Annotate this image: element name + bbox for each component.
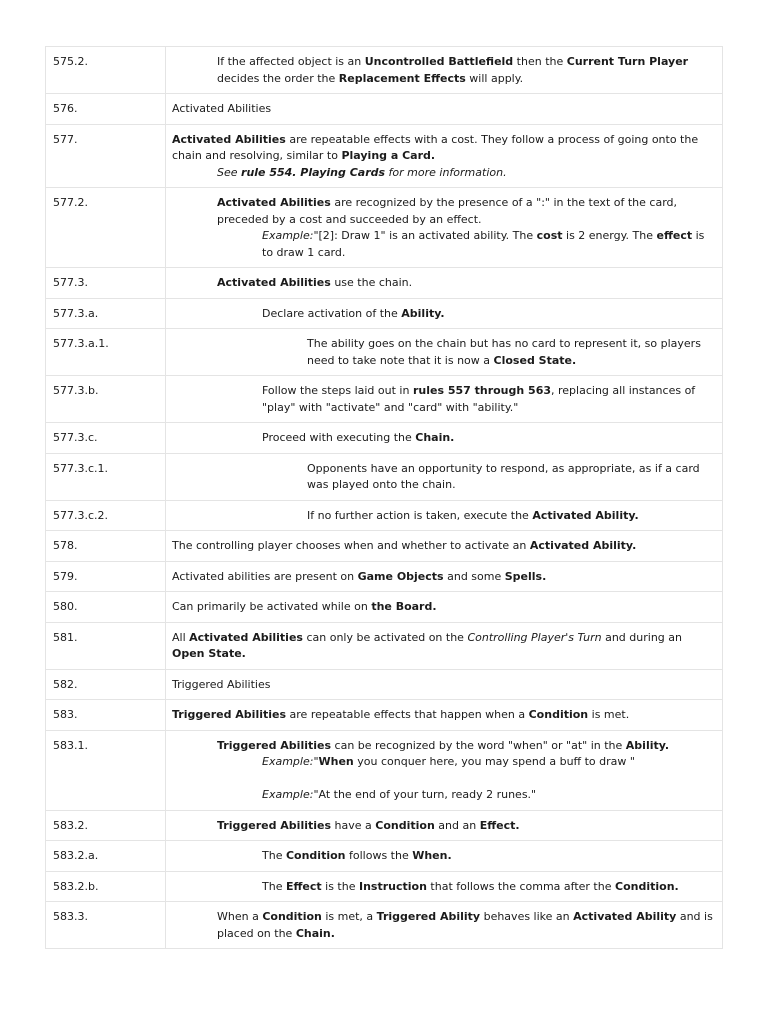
rule-text-block bbox=[172, 54, 714, 87]
bold-term: Closed State. bbox=[493, 353, 577, 367]
rule-text-span: "At the end of your turn, ready 2 runes." bbox=[313, 788, 537, 801]
bold-term: Activated Abilities bbox=[217, 196, 331, 209]
rule-text-block bbox=[172, 909, 714, 942]
rule-number: 577.3.c.2. bbox=[46, 500, 166, 531]
bold-term: Condition. bbox=[615, 879, 679, 893]
rule-subnote bbox=[217, 787, 714, 804]
bold-term: the Board. bbox=[371, 600, 437, 613]
rule-paragraph bbox=[172, 599, 714, 616]
rule-number: 577. bbox=[46, 124, 166, 188]
rule-text-block bbox=[172, 738, 714, 804]
rule-text-span: is met, a bbox=[321, 910, 377, 923]
rule-text-block bbox=[172, 538, 714, 555]
rule-paragraph bbox=[307, 508, 714, 525]
rule-text-span: will apply. bbox=[465, 71, 524, 85]
rule-text-span: is to draw 1 card. bbox=[262, 229, 705, 259]
italic-text: Example: bbox=[262, 788, 314, 801]
rule-text-span: is the bbox=[321, 879, 359, 893]
rule-text bbox=[166, 730, 723, 810]
rule-text bbox=[166, 592, 723, 623]
bold-term: Activated Ability. bbox=[532, 508, 639, 522]
emphasis-wrapper bbox=[241, 166, 385, 179]
rule-text-span: If the affected object is an bbox=[217, 55, 365, 68]
rule-paragraph bbox=[217, 909, 714, 942]
rule-text-span: Opponents have an opportunity to respond, as appropriate, as if a card was played onto the chain. bbox=[307, 461, 700, 491]
rule-text-block bbox=[172, 677, 714, 694]
rule-row bbox=[46, 188, 723, 268]
rule-text bbox=[166, 902, 723, 949]
rule-number: 578. bbox=[46, 531, 166, 562]
rule-text bbox=[166, 376, 723, 423]
rule-text-span: The bbox=[262, 879, 286, 893]
rule-row bbox=[46, 298, 723, 329]
rule-text-span: Activated abilities are present on bbox=[172, 569, 358, 583]
rule-row bbox=[46, 561, 723, 592]
bold-term: Condition bbox=[262, 910, 322, 923]
bold-term: Uncontrolled Battlefield bbox=[364, 55, 514, 68]
rule-text-block bbox=[172, 599, 714, 616]
rule-text-span: have a bbox=[331, 818, 376, 832]
rule-paragraph bbox=[172, 707, 714, 724]
rule-paragraph bbox=[172, 538, 714, 555]
rule-number: 582. bbox=[46, 669, 166, 700]
rule-paragraph bbox=[172, 677, 714, 694]
rule-text-span: Can primarily be activated while on bbox=[172, 600, 372, 613]
rule-text-span: Proceed with executing the bbox=[262, 431, 416, 444]
bold-term: Triggered Ability bbox=[376, 910, 481, 923]
rule-text bbox=[166, 124, 723, 188]
rule-text bbox=[166, 268, 723, 299]
italic-text: Example: bbox=[262, 755, 314, 768]
rule-number: 577.3.b. bbox=[46, 376, 166, 423]
rule-number: 577.3.c.1. bbox=[46, 453, 166, 500]
bold-term: Replacement Effects bbox=[338, 71, 466, 85]
rule-number: 577.3.c. bbox=[46, 423, 166, 454]
rule-text bbox=[166, 669, 723, 700]
rule-row bbox=[46, 871, 723, 902]
rule-text bbox=[166, 622, 723, 669]
rule-paragraph bbox=[172, 569, 714, 586]
rule-number: 583.2. bbox=[46, 810, 166, 841]
rule-text-span: is 2 energy. The bbox=[562, 229, 657, 242]
bold-term: Activated Abilities bbox=[172, 132, 286, 146]
rule-text-span: then the bbox=[513, 55, 567, 68]
bold-term: Spells. bbox=[504, 569, 547, 583]
rule-text-block bbox=[172, 630, 714, 663]
rule-text-span: are recognized by the presence of a ":" in the text of the card, preceded by a cost and succeeded by an effect. bbox=[217, 196, 678, 226]
rule-paragraph bbox=[307, 336, 714, 369]
rule-text-block bbox=[172, 101, 714, 118]
bold-term: Condition bbox=[375, 818, 435, 832]
rule-number: 583.1. bbox=[46, 730, 166, 810]
blank-line bbox=[217, 771, 714, 788]
bold-term: Chain. bbox=[295, 926, 335, 940]
bold-term: cost bbox=[536, 229, 563, 242]
bold-term: Triggered Abilities bbox=[217, 738, 332, 752]
rule-text-block bbox=[172, 848, 714, 865]
rule-text bbox=[166, 453, 723, 500]
bold-term: Activated Abilities bbox=[217, 276, 331, 289]
rule-text-block bbox=[172, 195, 714, 261]
rule-row bbox=[46, 531, 723, 562]
rule-text-span: The controlling player chooses when and whether to activate an bbox=[172, 539, 530, 552]
rule-text-span: Activated Abilities bbox=[172, 102, 272, 115]
italic-text: See bbox=[217, 165, 242, 179]
bold-term: Activated Ability. bbox=[529, 539, 637, 552]
rule-text bbox=[166, 841, 723, 872]
bold-term: Condition bbox=[528, 708, 589, 721]
rule-row bbox=[46, 423, 723, 454]
rule-text bbox=[166, 329, 723, 376]
rule-row bbox=[46, 329, 723, 376]
rule-text-span: "[2]: Draw 1" is an activated ability. The bbox=[313, 229, 537, 242]
rule-text-span: behaves like an bbox=[480, 910, 574, 923]
rule-subnote bbox=[217, 754, 714, 771]
italic-text: for more information. bbox=[385, 165, 507, 179]
bold-term: Triggered Abilities bbox=[172, 708, 287, 721]
rule-text-span: , replacing all instances of "play" with "activate" and "card" with "ability." bbox=[262, 384, 696, 414]
bold-term: When bbox=[318, 755, 354, 768]
rule-text bbox=[166, 531, 723, 562]
bold-term: Game Objects bbox=[357, 569, 444, 583]
rule-number: 577.3.a. bbox=[46, 298, 166, 329]
rule-number: 583. bbox=[46, 700, 166, 731]
bold-term: Condition bbox=[285, 849, 346, 862]
rule-text-block bbox=[172, 818, 714, 835]
rule-text-span: follows the bbox=[345, 849, 413, 862]
rule-text-span: and during an bbox=[601, 630, 682, 644]
rule-text-span: All bbox=[172, 630, 190, 644]
bold-term: Chain. bbox=[415, 431, 455, 444]
rule-text-span: If no further action is taken, execute the bbox=[307, 508, 533, 522]
rule-text-span: When a bbox=[217, 910, 263, 923]
rule-text-block bbox=[172, 707, 714, 724]
rule-paragraph bbox=[217, 818, 714, 835]
rule-text bbox=[166, 423, 723, 454]
rule-paragraph bbox=[217, 195, 714, 228]
rule-row bbox=[46, 47, 723, 94]
rule-row bbox=[46, 902, 723, 949]
rule-text bbox=[166, 700, 723, 731]
rule-text-block bbox=[172, 306, 714, 323]
rule-paragraph bbox=[262, 383, 714, 416]
rule-subnote bbox=[217, 228, 714, 261]
rule-number: 575.2. bbox=[46, 47, 166, 94]
rule-text-span: Triggered Abilities bbox=[172, 677, 271, 691]
rule-row bbox=[46, 268, 723, 299]
rule-number: 576. bbox=[46, 94, 166, 125]
rule-text-span: can be recognized by the word "when" or "at" in the bbox=[331, 738, 626, 752]
bold-term: Triggered Abilities bbox=[217, 818, 332, 832]
rule-paragraph bbox=[307, 461, 714, 494]
rule-text-block bbox=[172, 132, 714, 182]
rule-text-span: that follows the comma after the bbox=[426, 879, 615, 893]
rule-paragraph bbox=[262, 848, 714, 865]
rule-text-span: and an bbox=[434, 818, 480, 832]
rules-table bbox=[45, 46, 723, 949]
rule-paragraph bbox=[172, 101, 714, 118]
rule-text-span: The ability goes on the chain but has no card to represent it, so players need to take note that it is now a bbox=[307, 337, 701, 367]
bold-term: Effect. bbox=[479, 818, 520, 832]
rule-number: 577.2. bbox=[46, 188, 166, 268]
rule-text-span: " bbox=[313, 755, 319, 768]
bold-term: Activated Abilities bbox=[189, 630, 303, 644]
rule-text bbox=[166, 500, 723, 531]
rule-row bbox=[46, 592, 723, 623]
bold-term: effect bbox=[656, 229, 693, 242]
rule-text-span: is met. bbox=[588, 708, 630, 721]
bold-term: Activated Ability bbox=[573, 910, 677, 923]
rule-text bbox=[166, 94, 723, 125]
rule-text-span: Declare activation of the bbox=[262, 306, 402, 320]
rule-row bbox=[46, 500, 723, 531]
rule-text-span: can only be activated on the bbox=[302, 630, 468, 644]
italic-text: Example: bbox=[262, 229, 314, 242]
rule-text bbox=[166, 47, 723, 94]
bold-term: Current Turn Player bbox=[566, 55, 689, 68]
rule-row bbox=[46, 700, 723, 731]
rule-number: 581. bbox=[46, 622, 166, 669]
rule-number: 580. bbox=[46, 592, 166, 623]
bold-term: Effect bbox=[285, 879, 322, 893]
rule-row bbox=[46, 376, 723, 423]
rule-text-block bbox=[172, 879, 714, 896]
bold-term: When. bbox=[412, 849, 452, 862]
rule-text bbox=[166, 810, 723, 841]
rule-row bbox=[46, 94, 723, 125]
rule-subnote bbox=[172, 165, 714, 182]
rule-number: 583.2.b. bbox=[46, 871, 166, 902]
rule-row bbox=[46, 669, 723, 700]
rule-text-span: and is placed on the bbox=[217, 910, 713, 940]
rule-text-span: and some bbox=[443, 569, 505, 583]
rule-number: 579. bbox=[46, 561, 166, 592]
rule-text-block bbox=[172, 336, 714, 369]
rule-paragraph bbox=[172, 630, 714, 663]
bold-term: rules 557 through 563 bbox=[412, 384, 552, 397]
rules-table-body bbox=[46, 47, 723, 949]
rule-text-block bbox=[172, 569, 714, 586]
rule-text-span: The bbox=[262, 849, 286, 862]
rule-number: 583.3. bbox=[46, 902, 166, 949]
rule-paragraph bbox=[217, 54, 714, 87]
rule-text-span: you conquer here, you may spend a buff to draw " bbox=[353, 755, 635, 768]
bold-term: Open State. bbox=[172, 647, 246, 660]
rule-row bbox=[46, 730, 723, 810]
rule-number: 583.2.a. bbox=[46, 841, 166, 872]
rule-paragraph bbox=[262, 306, 714, 323]
rule-text bbox=[166, 298, 723, 329]
rule-text-block bbox=[172, 461, 714, 494]
bold-term: Ability. bbox=[401, 306, 445, 320]
rule-paragraph bbox=[217, 275, 714, 292]
rule-text-block bbox=[172, 383, 714, 416]
rule-text bbox=[166, 871, 723, 902]
rule-text-span: are repeatable effects that happen when a bbox=[286, 708, 529, 721]
rule-row bbox=[46, 810, 723, 841]
rule-paragraph bbox=[217, 738, 714, 755]
rule-text-block bbox=[172, 275, 714, 292]
rule-text-span: use the chain. bbox=[330, 276, 413, 289]
rule-paragraph bbox=[262, 879, 714, 896]
rule-text-span: are repeatable effects with a cost. They follow a process of going onto the chain and resolving, similar to bbox=[172, 132, 699, 162]
rule-number: 577.3. bbox=[46, 268, 166, 299]
bold-term: Playing a Card. bbox=[341, 149, 436, 162]
rule-paragraph bbox=[172, 132, 714, 165]
bold-term: Ability. bbox=[625, 738, 670, 752]
rule-text bbox=[166, 188, 723, 268]
rule-text-block bbox=[172, 508, 714, 525]
rule-number: 577.3.a.1. bbox=[46, 329, 166, 376]
emphasis-text: rule 554. Playing Cards bbox=[241, 165, 386, 179]
rules-document bbox=[45, 46, 723, 949]
rule-text-span: decides the order the bbox=[217, 71, 339, 85]
rule-row bbox=[46, 841, 723, 872]
rule-row bbox=[46, 124, 723, 188]
bold-term: Instruction bbox=[358, 879, 427, 893]
rule-row bbox=[46, 622, 723, 669]
rule-text-block bbox=[172, 430, 714, 447]
rule-text bbox=[166, 561, 723, 592]
rule-text-span: Follow the steps laid out in bbox=[262, 384, 413, 397]
rule-row bbox=[46, 453, 723, 500]
italic-text: Controlling Player's Turn bbox=[467, 630, 602, 644]
rule-paragraph bbox=[262, 430, 714, 447]
